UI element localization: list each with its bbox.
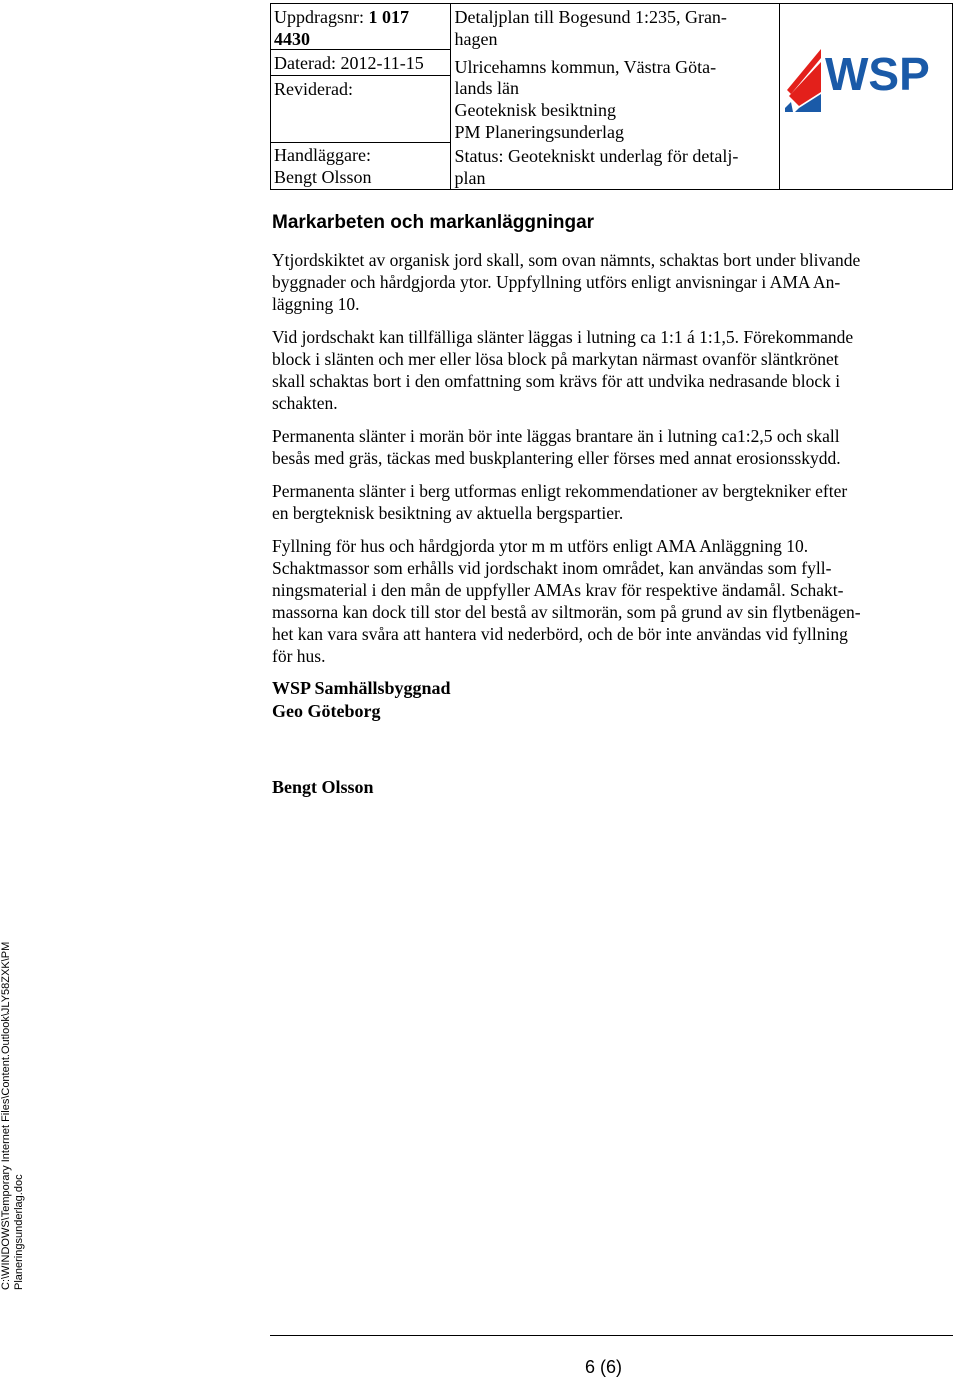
title-cell <box>451 4 779 190</box>
paragraph-line: Permanenta slänter i berg utformas enligt rekommendationer av bergtekniker efter <box>272 481 848 501</box>
footer-divider <box>270 1335 953 1336</box>
paragraph-line: Ytjordskiktet av organisk jord skall, som ovan nämnts, schaktas bort under blivande <box>272 250 861 270</box>
paragraph-line: för hus. <box>272 646 326 666</box>
status-line: plan <box>454 168 486 188</box>
revised-cell <box>271 76 451 143</box>
handler-cell <box>271 143 451 190</box>
assignment-number: 1 017 <box>368 7 409 27</box>
signature-name: Bengt Olsson <box>272 777 374 797</box>
paragraph-line: het kan vara svåra att hantera vid nederbörd, och de bör inte användas vid fyllning <box>272 624 848 644</box>
title-line: Geoteknisk besiktning <box>454 100 616 120</box>
wsp-logo-text: WSP <box>825 48 930 100</box>
paragraph-line: Fyllning för hus och hårdgjorda ytor m m utförs enligt AMA Anläggning 10. <box>272 536 809 556</box>
paragraph <box>272 249 952 315</box>
handler-name: Bengt Olsson <box>274 167 372 187</box>
dated-value: 2012-11-15 <box>340 53 424 73</box>
paragraph-line: schakten. <box>272 393 338 413</box>
paragraph-line: Schaktmassor som erhålls vid jordschakt inom området, kan användas som fyll- <box>272 558 832 578</box>
dated-label: Daterad: <box>274 53 336 73</box>
paragraph <box>272 326 952 414</box>
signature-unit: Geo Göteborg <box>272 701 381 721</box>
paragraph-line: Permanenta slänter i morän bör inte läggas brantare än i lutning ca1:2,5 och skall <box>272 426 840 446</box>
file-path-line: C:\WINDOWS\Temporary Internet Files\Content.Outlook\JLY58ZXK\PM <box>0 941 12 1290</box>
assignment-cell <box>271 4 451 50</box>
handler-label: Handläggare: <box>274 145 371 165</box>
paragraph-line: byggnader och hårdgjorda ytor. Uppfyllning utförs enligt anvisningar i AMA An- <box>272 272 841 292</box>
assignment-label: Uppdragsnr: <box>274 7 364 27</box>
paragraph-line: block i slänten och mer eller lösa block på markytan närmast ovanför släntkrönet <box>272 349 839 369</box>
wsp-logo <box>785 46 955 116</box>
revised-label: Reviderad: <box>274 79 353 99</box>
dated-cell <box>271 50 451 76</box>
file-path <box>0 930 26 1290</box>
paragraph-line: besås med gräs, täckas med buskplantering eller förses med annat erosionsskydd. <box>272 448 841 468</box>
title-line: lands län <box>454 78 519 98</box>
title-line: PM Planeringsunderlag <box>454 122 624 142</box>
title-line: hagen <box>454 29 498 49</box>
status-line: Status: Geotekniskt underlag för detalj- <box>454 146 739 166</box>
paragraph <box>272 425 952 469</box>
paragraph <box>272 535 952 667</box>
paragraph-line: Vid jordschakt kan tillfälliga slänter läggas i lutning ca 1:1 á 1:1,5. Förekommande <box>272 327 854 347</box>
paragraph <box>272 480 952 524</box>
title-line: Detaljplan till Bogesund 1:235, Gran- <box>454 7 727 27</box>
paragraph-line: läggning 10. <box>272 294 360 314</box>
paragraph-line: skall schaktas bort i den omfattning som krävs för att undvika nedrasande block i <box>272 371 841 391</box>
paragraph-line: massorna kan dock till stor del bestå av siltmorän, som på grund av sin flytbenägen- <box>272 602 861 622</box>
signature-company: WSP Samhällsbyggnad <box>272 678 451 698</box>
assignment-number-cont: 4430 <box>274 29 310 49</box>
paragraph-line: ningsmaterial i den mån de uppfyller AMAs krav för respektive ändamål. Schakt- <box>272 580 844 600</box>
page-number: 6 (6) <box>585 1357 623 1377</box>
title-line: Ulricehamns kommun, Västra Göta- <box>454 57 717 77</box>
paragraph-line: en bergteknisk besiktning av aktuella bergspartier. <box>272 503 624 523</box>
section-title: Markarbeten och markanläggningar <box>272 212 595 233</box>
file-path-line: Planeringsunderlag.doc <box>13 1174 25 1290</box>
